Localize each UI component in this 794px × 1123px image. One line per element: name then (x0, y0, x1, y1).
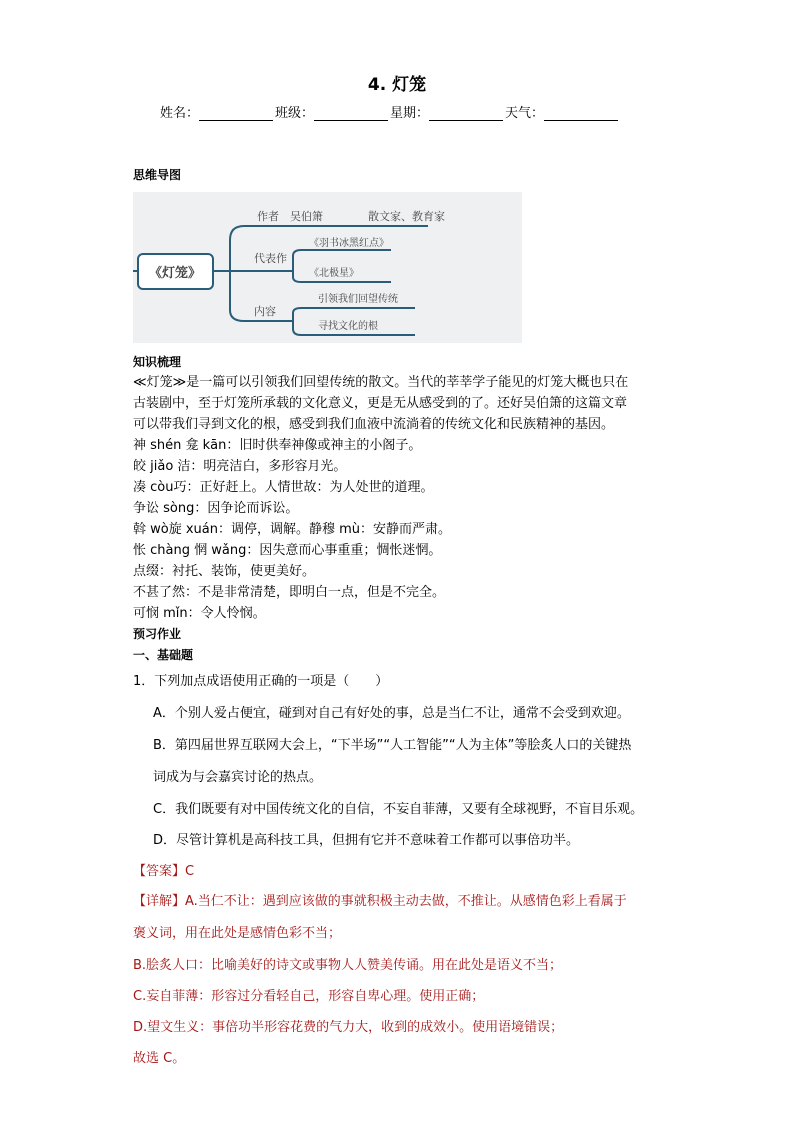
vocab-item: 不甚了然：不是非常清楚，即明白一点，但是不完全。 (133, 585, 446, 600)
week-label: 星期： (390, 106, 430, 121)
option-c: C．我们既要有对中国传统文化的自信，不妄自菲薄，又要有全球视野，不盲目乐观。 (153, 802, 644, 817)
mind-map-author-name: 吴伯箫 (290, 210, 323, 223)
mind-map-author-label: 作者 (257, 210, 279, 223)
mind-map-content-2: 寻找文化的根 (318, 321, 378, 332)
student-info-line (160, 102, 620, 121)
basic-heading: 一、基础题 (133, 648, 194, 662)
answer-line: 【答案】C (133, 864, 195, 879)
class-label: 班级： (275, 106, 315, 121)
detail-line: D.望文生义：事倍功半形容花费的气力大，收到的成效小。使用语境错误； (133, 1020, 564, 1035)
vocab-item: 可悯 mǐn：令人怜悯。 (133, 606, 266, 621)
name-label: 姓名： (160, 106, 200, 121)
knowledge-heading: 知识梳理 (133, 355, 182, 369)
option-b-continued: 词成为与会嘉宾讨论的热点。 (153, 770, 323, 785)
vocab-item: 斡 wò旋 xuán：调停，调解。静穆 mù：安静而严肃。 (133, 522, 452, 537)
mind-map-work-1: 《羽书冰黑红点》 (309, 238, 389, 249)
question-stem: 1．下列加点成语使用正确的一项是（ ） (133, 674, 389, 689)
mindmap-heading: 思维导图 (133, 168, 182, 182)
detail-line: 【详解】A.当仁不让：遇到应该做的事就积极主动去做，不推让。从感情色彩上看属于 (133, 894, 627, 909)
vocab-item: 皎 jiǎo 洁：明亮洁白，多形容月光。 (133, 459, 347, 474)
option-d: D．尽管计算机是高科技工具，但拥有它并不意味着工作都可以事倍功半。 (153, 833, 580, 848)
detail-line: 褒义词，用在此处是感情色彩不当； (133, 926, 342, 941)
vocab-item: 神 shén 龛 kān：旧时供奉神像或神主的小阁子。 (133, 438, 422, 453)
mind-map-content-label: 内容 (254, 305, 276, 318)
mind-map-diagram (133, 192, 522, 343)
weather-blank[interactable] (544, 106, 618, 121)
detail-line: C.妄自菲薄：形容过分看轻自己，形容自卑心理。使用正确； (133, 989, 485, 1004)
homework-heading: 预习作业 (133, 627, 182, 641)
detail-line: B.脍炙人口：比喻美好的诗文或事物人人赞美传诵。用在此处是语义不当； (133, 958, 563, 973)
option-b: B．第四届世界互联网大会上，“下半场”“人工智能”“人为主体”等脍炙人口的关键热 (153, 738, 632, 753)
vocab-item: 凑 còu巧：正好赶上。人情世故：为人处世的道理。 (133, 480, 434, 495)
detail-line: 故选 C。 (133, 1051, 186, 1066)
mind-map (133, 192, 522, 343)
knowledge-line: 可以带我们寻到文化的根，感受到我们血液中流淌着的传统文化和民族精神的基因。 (133, 417, 615, 432)
weather-label: 天气： (505, 106, 545, 121)
knowledge-line: ≪灯笼≫是一篇可以引领我们回望传统的散文。当代的莘莘学子能见的灯笼大概也只在 (133, 375, 629, 390)
page-title: 4. 灯笼 (367, 75, 427, 95)
option-a: A．个别人爱占便宜，碰到对自己有好处的事，总是当仁不让，通常不会受到欢迎。 (153, 706, 630, 721)
vocab-item: 争讼 sòng：因争论而诉讼。 (133, 501, 299, 516)
week-blank[interactable] (429, 106, 503, 121)
mind-map-works-label: 代表作 (254, 252, 287, 265)
vocab-item: 怅 chàng 惘 wǎng：因失意而心事重重；惆怅迷惘。 (133, 543, 442, 558)
mind-map-author-desc: 散文家、教育家 (368, 210, 445, 223)
name-blank[interactable] (199, 106, 273, 121)
mind-map-content-1: 引领我们回望传统 (318, 294, 398, 305)
knowledge-line: 古装剧中，至于灯笼所承载的文化意义，更是无从感受到的了。还好吴伯箫的这篇文章 (133, 396, 628, 411)
vocab-item: 点缀：衬托、装饰，使更美好。 (133, 564, 316, 579)
mind-map-work-2: 《北极星》 (309, 268, 359, 279)
class-blank[interactable] (314, 106, 388, 121)
mind-map-root: 《灯笼》 (148, 266, 202, 281)
